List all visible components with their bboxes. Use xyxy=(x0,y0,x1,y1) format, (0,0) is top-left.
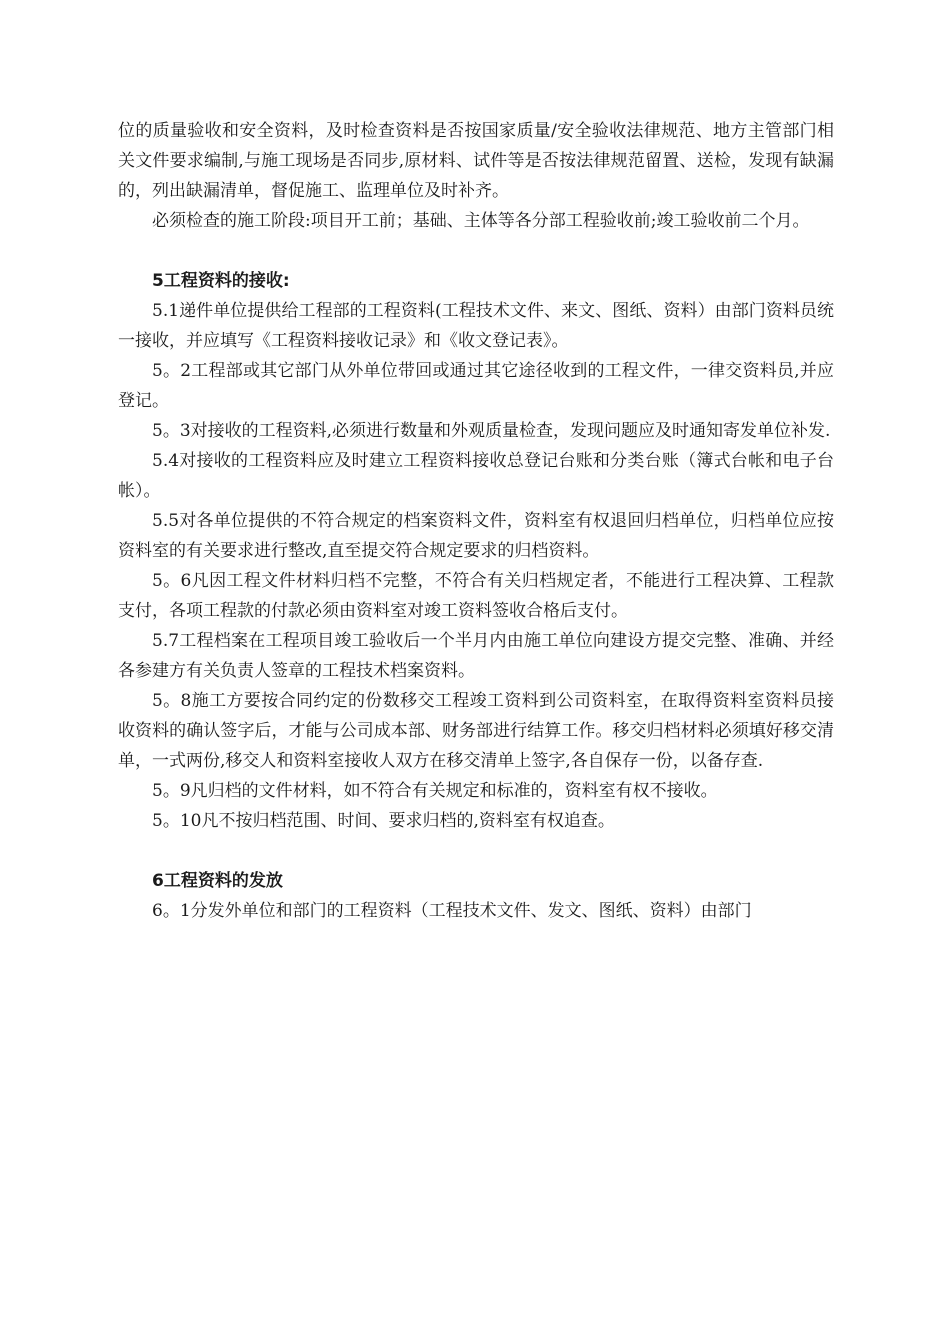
section-5-item-4: 5.4对接收的工程资料应及时建立工程资料接收总登记台账和分类台账（簿式台帐和电子台帐）。 xyxy=(118,451,834,501)
intro-paragraph-2: 必须检查的施工阶段:项目开工前；基础、主体等各分部工程验收前;竣工验收前二个月。 xyxy=(152,211,810,231)
section-5-item-9: 5。9凡归档的文件材料，如不符合有关规定和标准的，资料室有权不接收。 xyxy=(152,781,718,801)
section-5-item-6: 5。6凡因工程文件材料归档不完整，不符合有关归档规定者，不能进行工程决算、工程款支付，各项工程款的付款必须由资料室对竣工资料签收合格后支付。 xyxy=(118,571,834,621)
section-5-item-10: 5。10凡不按归档范围、时间、要求归档的,资料室有权追查。 xyxy=(152,811,615,831)
section-5-item-1: 5.1递件单位提供给工程部的工程资料(工程技术文件、来文、图纸、资料）由部门资料员统一接收，并应填写《工程资料接收记录》和《收文登记表》。 xyxy=(118,301,834,351)
intro-paragraph-1: 位的质量验收和安全资料，及时检查资料是否按国家质量/安全验收法律规范、地方主管部门相关文件要求编制,与施工现场是否同步,原材料、试件等是否按法律规范留置、送检，发现有缺漏的，列出缺漏清单，督促施工、监理单位及时补齐。 xyxy=(118,121,834,201)
section-5-item-7: 5.7工程档案在工程项目竣工验收后一个半月内由施工单位向建设方提交完整、准确、并经各参建方有关负责人签章的工程技术档案资料。 xyxy=(118,631,834,681)
section-5-item-3: 5。3对接收的工程资料,必须进行数量和外观质量检查，发现问题应及时通知寄发单位补发. xyxy=(152,421,831,441)
section-6-item-1: 6。1分发外单位和部门的工程资料（工程技术文件、发文、图纸、资料）由部门 xyxy=(152,901,752,921)
section-5-item-5: 5.5对各单位提供的不符合规定的档案资料文件，资料室有权退回归档单位，归档单位应按资料室的有关要求进行整改,直至提交符合规定要求的归档资料。 xyxy=(118,511,834,561)
document-page xyxy=(118,116,834,926)
section-spacer xyxy=(118,836,834,866)
section-5-heading: 5工程资料的接收: xyxy=(152,271,290,291)
section-5-item-2: 5。2工程部或其它部门从外单位带回或通过其它途径收到的工程文件，一律交资料员,并应登记。 xyxy=(118,361,834,411)
section-spacer xyxy=(118,236,834,266)
section-6-heading: 6工程资料的发放 xyxy=(152,871,283,891)
section-5-item-8: 5。8施工方要按合同约定的份数移交工程竣工资料到公司资料室，在取得资料室资料员接收资料的确认签字后，才能与公司成本部、财务部进行结算工作。移交归档材料必须填好移交清单，一式两份,移交人和资料室接收人双方在移交清单上签字,各自保存一份，以备存查. xyxy=(118,691,834,771)
